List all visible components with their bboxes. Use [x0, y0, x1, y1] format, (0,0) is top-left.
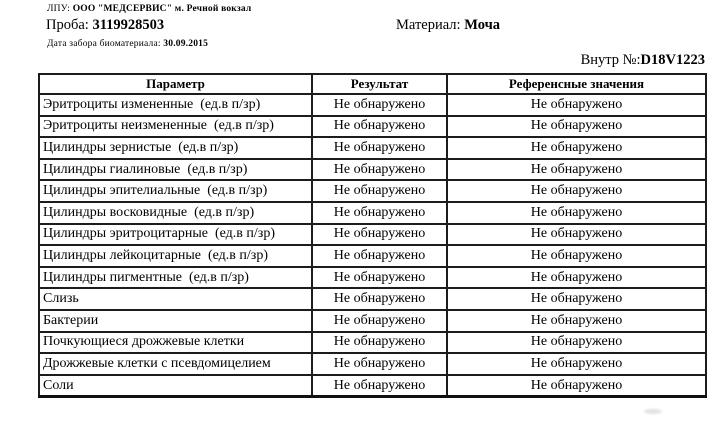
table-row: [39, 267, 706, 289]
result-cell: Не обнаружено: [312, 267, 447, 289]
collection-date-line: [47, 39, 208, 49]
column-header-parameter: Параметр: [39, 74, 312, 94]
table-row: [39, 332, 706, 354]
parameter-cell: Цилиндры эпителиальные (ед.в п/зр): [39, 180, 312, 202]
parameter-cell: Соли: [39, 375, 312, 397]
result-cell: Не обнаружено: [312, 202, 447, 224]
reference-cell: Не обнаружено: [447, 353, 706, 375]
result-cell: Не обнаружено: [312, 310, 447, 332]
table-row: [39, 94, 706, 116]
result-cell: Не обнаружено: [312, 245, 447, 267]
sample-value: 3119928503: [92, 17, 165, 33]
material-line: [396, 17, 500, 34]
reference-cell: Не обнаружено: [447, 137, 706, 159]
reference-cell: Не обнаружено: [447, 94, 706, 116]
reference-cell: Не обнаружено: [447, 288, 706, 310]
column-header-reference: Референсные значения: [447, 74, 706, 94]
parameter-cell: Цилиндры гиалиновые (ед.в п/зр): [39, 159, 312, 181]
parameter-cell: Цилиндры восковидные (ед.в п/зр): [39, 202, 312, 224]
table-row: [39, 288, 706, 310]
result-cell: Не обнаружено: [312, 159, 447, 181]
parameter-cell: Эритроциты неизмененные (ед.в п/зр): [39, 116, 312, 138]
result-cell: Не обнаружено: [312, 288, 447, 310]
result-cell: Не обнаружено: [312, 224, 447, 246]
result-cell: Не обнаружено: [312, 137, 447, 159]
material-value: Моча: [464, 17, 500, 33]
reference-cell: Не обнаружено: [447, 332, 706, 354]
reference-cell: Не обнаружено: [447, 245, 706, 267]
table-row: [39, 224, 706, 246]
parameter-cell: Бактерии: [39, 310, 312, 332]
table-row: [39, 159, 706, 181]
reference-cell: Не обнаружено: [447, 180, 706, 202]
table-row: [39, 245, 706, 267]
table-row: [39, 116, 706, 138]
reference-cell: Не обнаружено: [447, 375, 706, 397]
reference-cell: Не обнаружено: [447, 267, 706, 289]
table-row: [39, 353, 706, 375]
reference-cell: Не обнаружено: [447, 310, 706, 332]
parameter-cell: Почкующиеся дрожжевые клетки: [39, 332, 312, 354]
internal-number-line: [581, 52, 705, 69]
parameter-cell: Эритроциты измененные (ед.в п/зр): [39, 94, 312, 116]
table-row: [39, 310, 706, 332]
collection-date-label: Дата забора биоматериала:: [47, 39, 164, 49]
lpu-value: ООО "МЕДСЕРВИС" м. Речной вокзал: [72, 4, 252, 14]
result-cell: Не обнаружено: [312, 94, 447, 116]
material-label: Материал:: [396, 17, 465, 33]
parameter-cell: Цилиндры лейкоцитарные (ед.в п/зр): [39, 245, 312, 267]
reference-cell: Не обнаружено: [447, 202, 706, 224]
table-row: [39, 202, 706, 224]
reference-cell: Не обнаружено: [447, 224, 706, 246]
results-table-body: [39, 94, 706, 397]
table-header-row: [39, 74, 706, 94]
lpu-label: ЛПУ:: [47, 4, 73, 14]
reference-cell: Не обнаружено: [447, 116, 706, 138]
results-table: [38, 73, 707, 398]
reference-cell: Не обнаружено: [447, 159, 706, 181]
sample-number-line: [46, 17, 164, 34]
parameter-cell: Цилиндры эритроцитарные (ед.в п/зр): [39, 224, 312, 246]
result-cell: Не обнаружено: [312, 180, 447, 202]
result-cell: Не обнаружено: [312, 332, 447, 354]
result-cell: Не обнаружено: [312, 116, 447, 138]
internal-number-label: Внутр №:: [580, 52, 641, 68]
table-row: [39, 180, 706, 202]
result-cell: Не обнаружено: [312, 375, 447, 397]
parameter-cell: Дрожжевые клетки с псевдомицелием: [39, 353, 312, 375]
table-row: [39, 137, 706, 159]
result-cell: Не обнаружено: [312, 353, 447, 375]
internal-number-value: D18V1223: [640, 52, 705, 68]
sample-label: Проба:: [46, 17, 93, 33]
lpu-line: [47, 4, 251, 14]
table-row: [39, 375, 706, 397]
scan-artifact: [644, 409, 662, 414]
column-header-result: Результат: [312, 74, 447, 94]
parameter-cell: Цилиндры зернистые (ед.в п/зр): [39, 137, 312, 159]
parameter-cell: Цилиндры пигментные (ед.в п/зр): [39, 267, 312, 289]
collection-date-value: 30.09.2015: [163, 39, 209, 49]
parameter-cell: Слизь: [39, 288, 312, 310]
